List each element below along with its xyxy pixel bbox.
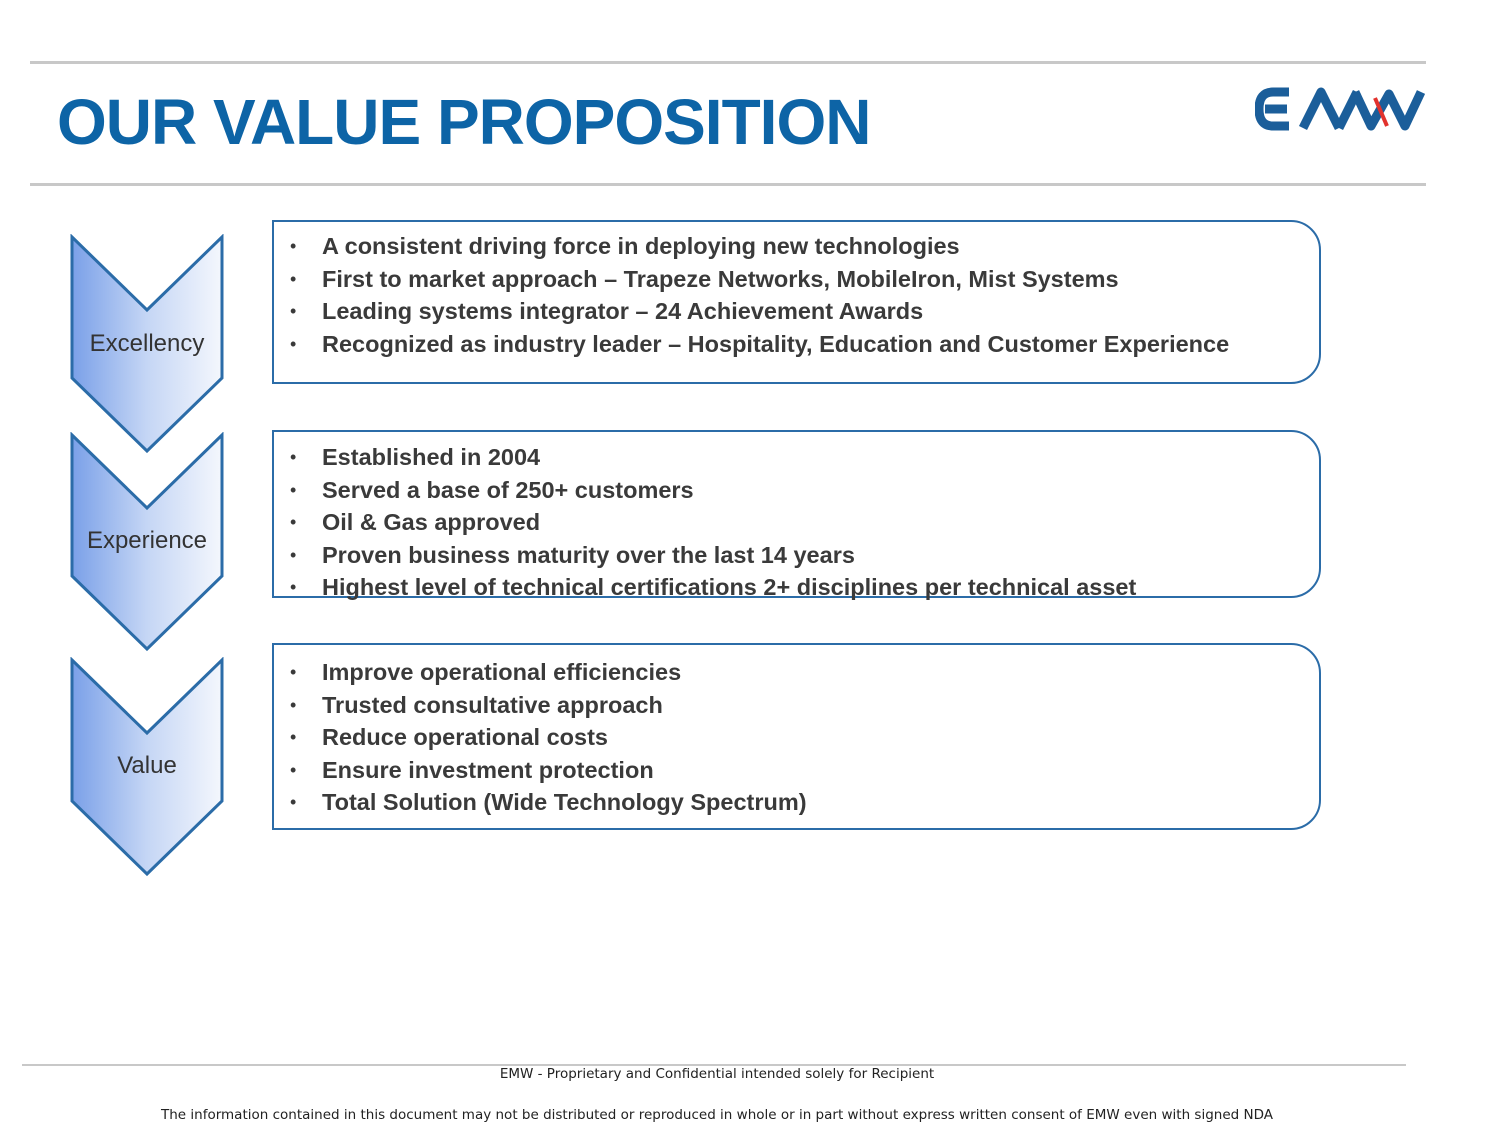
list-item: • Improve operational efficiencies xyxy=(290,656,807,689)
section-label: Excellency xyxy=(89,330,205,357)
list-item: • Established in 2004 xyxy=(290,441,1136,474)
experience-card xyxy=(272,430,1321,598)
chevron-experience xyxy=(70,432,224,652)
list-item: • Ensure investment protection xyxy=(290,754,807,787)
title-divider xyxy=(30,183,1426,186)
bullet-icon: • xyxy=(290,447,297,467)
bullet-icon: • xyxy=(290,727,297,747)
bullet-icon: • xyxy=(290,544,297,565)
distribution-notice: The information contained in this document may not be distributed or reproduced in whole or in part without express written consent of EMW even with signed NDA xyxy=(160,1107,1273,1123)
list-item: • Proven business maturity over the last 14 years xyxy=(290,539,1136,572)
bullet-icon: • xyxy=(290,301,297,321)
section-label: Value xyxy=(117,752,177,779)
list-item: • Highest level of technical certifications 2+ disciplines per technical asset xyxy=(290,571,1136,604)
excellency-card xyxy=(272,220,1321,384)
bullet-icon: • xyxy=(290,512,297,532)
excellency-list xyxy=(290,230,1229,360)
list-item: • First to market approach – Trapeze Networks, MobileIron, Mist Systems xyxy=(290,263,1229,296)
bullet-icon: • xyxy=(290,792,297,812)
bullet-icon: • xyxy=(290,268,297,289)
value-list xyxy=(290,656,807,819)
list-item: • A consistent driving force in deploying new technologies xyxy=(290,230,1229,263)
bullet-icon: • xyxy=(290,694,297,715)
logo-text xyxy=(1255,80,1383,136)
list-item: • Recognized as industry leader – Hospitality, Education and Customer Experience xyxy=(290,328,1229,361)
bullet-icon: • xyxy=(290,662,297,682)
section-label: Experience xyxy=(86,527,208,554)
list-item: • Reduce operational costs xyxy=(290,721,807,754)
list-item: • Oil & Gas approved xyxy=(290,506,1136,539)
bullet-icon: • xyxy=(290,479,297,500)
top-rule xyxy=(30,61,1426,64)
chevron-value xyxy=(70,657,224,877)
experience-list xyxy=(290,441,1136,604)
bullet-icon: • xyxy=(290,333,297,354)
chevron-excellency xyxy=(70,234,224,454)
list-item: • Leading systems integrator – 24 Achievement Awards xyxy=(290,295,1229,328)
bullet-icon: • xyxy=(290,236,297,256)
page-title: OUR VALUE PROPOSITION xyxy=(57,86,871,158)
list-item: • Total Solution (Wide Technology Spectrum) xyxy=(290,786,807,819)
confidentiality-notice: EMW - Proprietary and Confidential intended solely for Recipient xyxy=(499,1066,935,1082)
list-item: • Trusted consultative approach xyxy=(290,689,807,722)
emw-logo xyxy=(1255,86,1427,132)
value-card xyxy=(272,643,1321,830)
list-item: • Served a base of 250+ customers xyxy=(290,474,1136,507)
bullet-icon: • xyxy=(290,759,297,780)
bullet-icon: • xyxy=(290,577,297,597)
